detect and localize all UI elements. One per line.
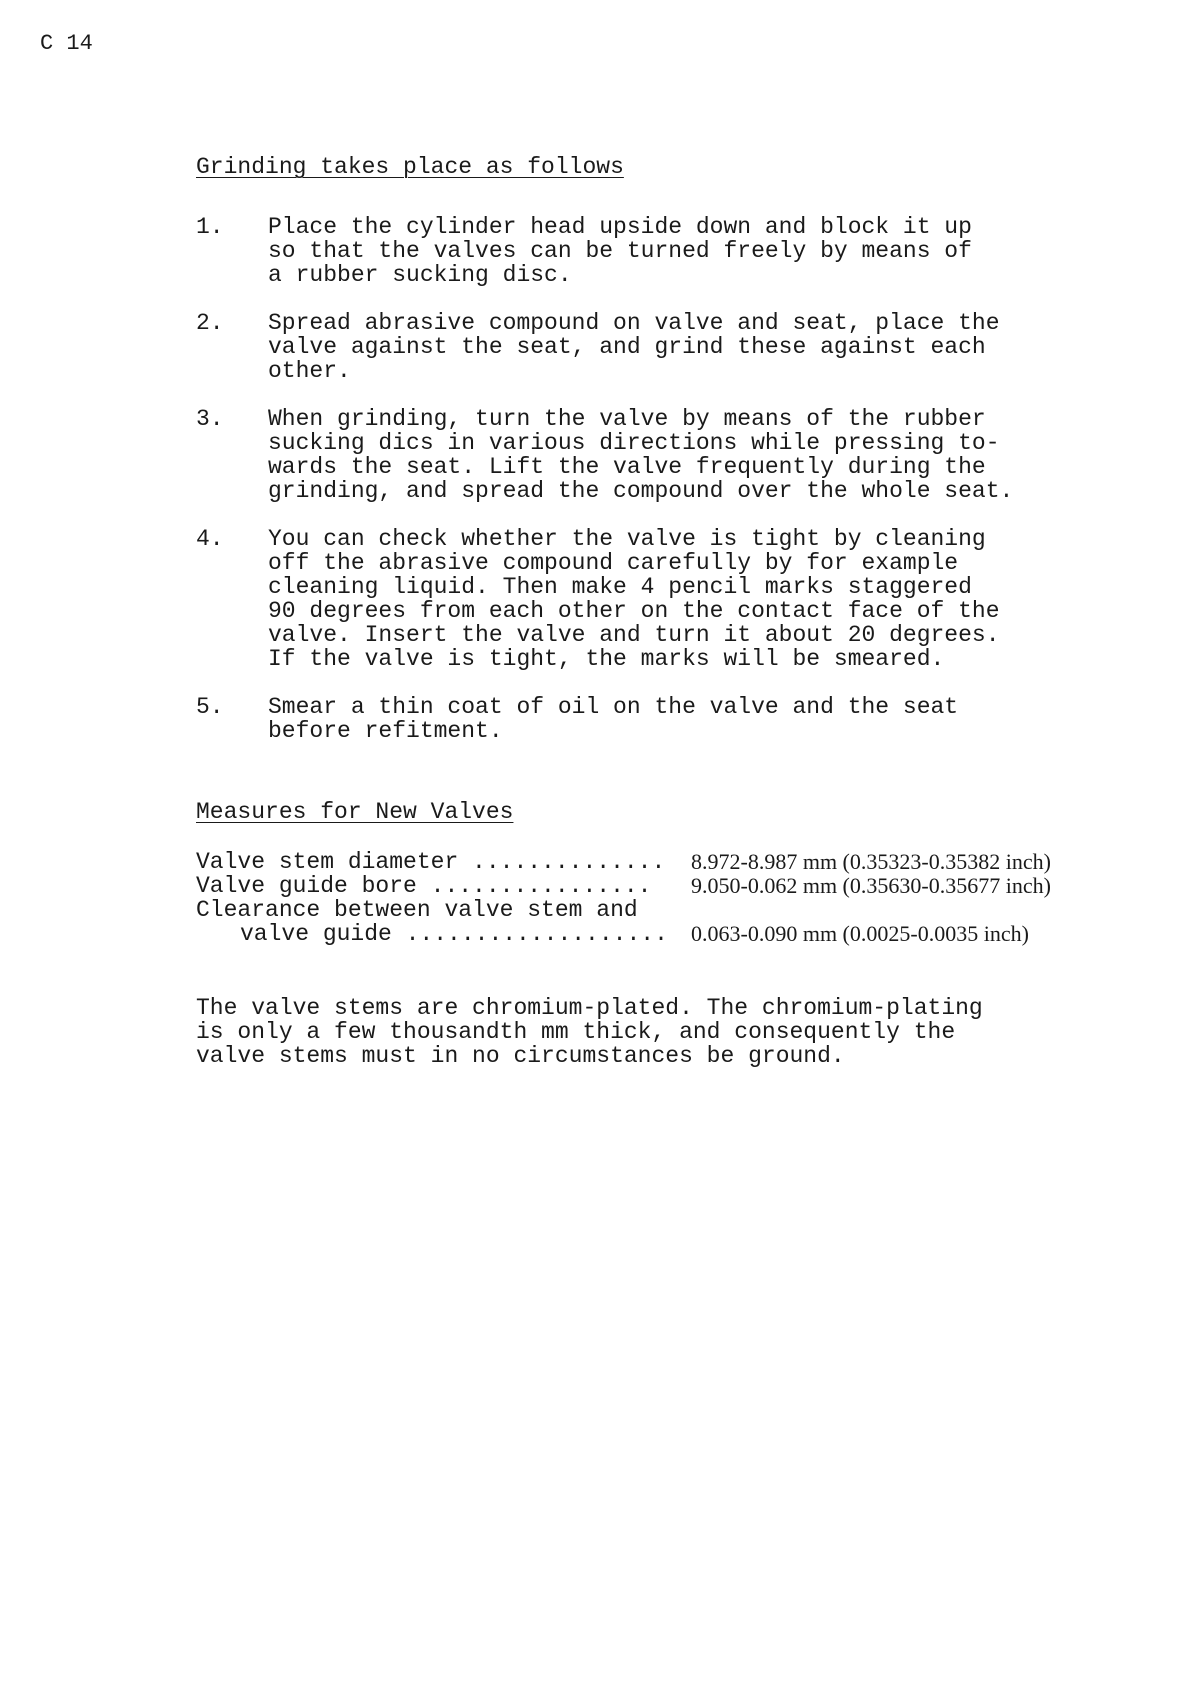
step-number: 5. <box>196 694 224 720</box>
measures-table <box>196 850 1156 946</box>
measure-label: Clearance between valve stem and <box>196 898 638 922</box>
step-text <box>268 527 1000 671</box>
measures-heading: Measures for New Valves <box>196 799 514 825</box>
step-line: wards the seat. Lift the valve frequently during the <box>268 454 986 480</box>
step-text <box>268 215 972 287</box>
note-line: valve stems must in no circumstances be ground. <box>196 1043 845 1069</box>
measure-value: 9.050-0.062 mm (0.35630-0.35677 inch) <box>691 873 1051 898</box>
step-text <box>268 407 1013 503</box>
grinding-heading: Grinding takes place as follows <box>196 154 624 180</box>
note-line: is only a few thousandth mm thick, and consequently the <box>196 1019 956 1045</box>
step-line: grinding, and spread the compound over the whole seat. <box>268 478 1014 504</box>
note-line: The valve stems are chromium-plated. The chromium-plating <box>196 995 983 1021</box>
step-line: before refitment. <box>268 718 503 744</box>
step-line: sucking dics in various directions while pressing to- <box>268 430 1000 456</box>
step-4 <box>196 527 1096 671</box>
step-line: so that the valves can be turned freely by means of <box>268 238 972 264</box>
measure-value: 8.972-8.987 mm (0.35323-0.35382 inch) <box>691 849 1051 874</box>
measure-row-clearance-guide <box>196 922 1156 946</box>
step-line: Smear a thin coat of oil on the valve and the seat <box>268 694 959 720</box>
measure-label: Valve stem diameter .............. <box>196 850 666 874</box>
step-line: off the abrasive compound carefully by for example <box>268 550 959 576</box>
measure-label: valve guide ................... <box>240 922 668 946</box>
step-5 <box>196 695 1096 743</box>
grinding-steps-list <box>196 215 1096 767</box>
step-text <box>268 311 1000 383</box>
step-line: cleaning liquid. Then make 4 pencil marks staggered <box>268 574 972 600</box>
step-text <box>268 695 958 743</box>
step-1 <box>196 215 1096 287</box>
step-number: 1. <box>196 214 224 240</box>
page-number: C 14 <box>40 31 93 56</box>
step-line: valve. Insert the valve and turn it about 20 degrees. <box>268 622 1000 648</box>
measure-row-stem-diameter <box>196 850 1156 874</box>
step-line: 90 degrees from each other on the contact face of the <box>268 598 1000 624</box>
step-line: If the valve is tight, the marks will be smeared. <box>268 646 945 672</box>
measure-row-clearance <box>196 898 1156 922</box>
step-line: When grinding, turn the valve by means of the rubber <box>268 406 986 432</box>
step-number: 4. <box>196 526 224 552</box>
step-line: Spread abrasive compound on valve and seat, place the <box>268 310 1000 336</box>
step-3 <box>196 407 1096 503</box>
measure-value: 0.063-0.090 mm (0.0025-0.0035 inch) <box>691 921 1029 946</box>
step-line: Place the cylinder head upside down and block it up <box>268 214 972 240</box>
step-line: You can check whether the valve is tight by cleaning <box>268 526 986 552</box>
step-line: a rubber sucking disc. <box>268 262 572 288</box>
measure-row-guide-bore <box>196 874 1156 898</box>
chromium-plating-note <box>196 996 1096 1068</box>
step-number: 3. <box>196 406 224 432</box>
step-number: 2. <box>196 310 224 336</box>
step-2 <box>196 311 1096 383</box>
step-line: valve against the seat, and grind these against each <box>268 334 986 360</box>
measure-label: Valve guide bore ................ <box>196 874 652 898</box>
step-line: other. <box>268 358 351 384</box>
